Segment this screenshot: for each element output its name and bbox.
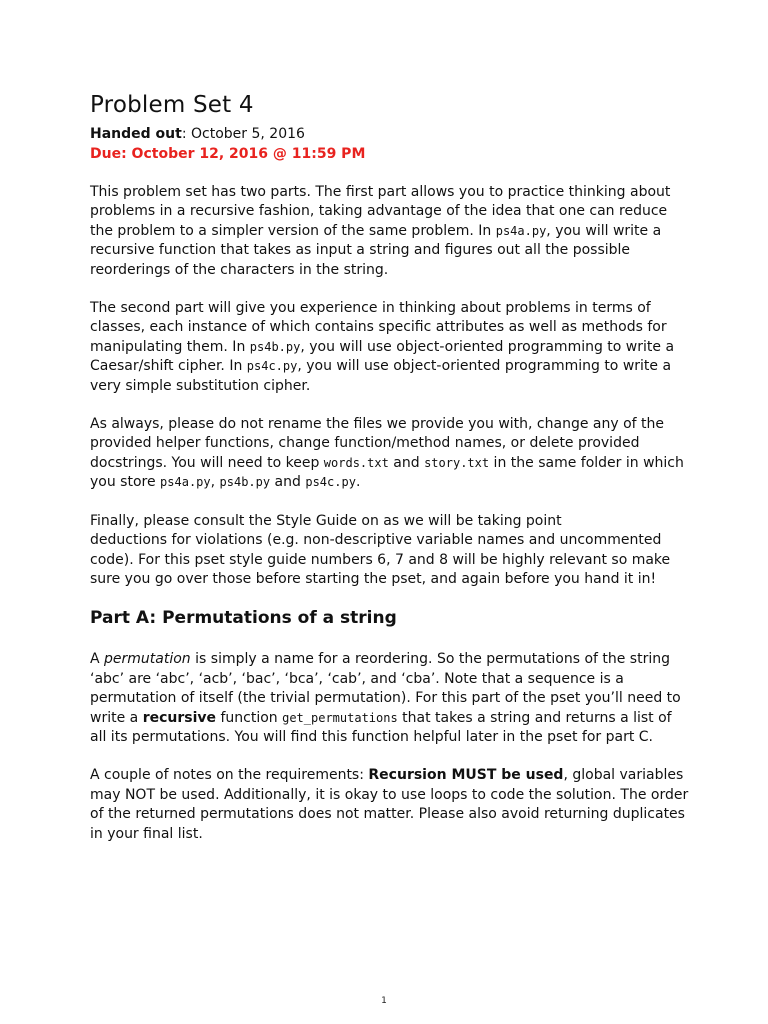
intro-paragraph <box>90 183 690 280</box>
bold-recursion-must: Recursion MUST be used <box>368 767 564 784</box>
text-run: that takes a string and returns a list of all its permutations. You will find this function helpful later in the pset for part C. <box>90 709 672 745</box>
code-ps4b: ps4b.py <box>219 475 271 490</box>
text-run: A <box>90 651 105 668</box>
files-paragraph <box>90 415 690 493</box>
emphasis-permutation: permutation <box>104 651 191 668</box>
text-run: function <box>216 709 283 726</box>
page-number: 1 <box>381 996 387 1006</box>
section-heading-part-a: Part A: Permutations of a string <box>90 608 397 629</box>
code-get-permutations: get_permutations <box>282 710 398 725</box>
text-run: Finally, please consult the Style Guide on as we will be taking point <box>90 512 562 529</box>
code-ps4a: ps4a.py <box>160 475 211 490</box>
text-run: is simply a name for a reordering. So the permutations of the string ‘abc’ are ‘abc’, ‘acb’, ‘bac’, ‘bca’, ‘cab’, and ‘cba’. Note that a sequence is a permutation of itself (the trivial permutation). For this part of the pset you’ll need to write a <box>90 651 681 726</box>
permutation-paragraph <box>90 650 690 747</box>
text-run: . <box>355 474 361 491</box>
code-words-txt: words.txt <box>323 455 389 470</box>
text-run: A couple of notes on the requirements: <box>90 767 369 784</box>
text-run: and <box>388 454 425 471</box>
page-title: Problem Set 4 <box>90 92 254 118</box>
text-run: in the same folder in which you store <box>90 454 684 491</box>
text-run: deductions for violations (e.g. non-descriptive variable names and uncommented code). For this pset style guide numbers 6, 7 and 8 will be highly relevant so make sure you go over those before starting the pset, and again before you hand it in! <box>90 532 671 587</box>
code-ps4c: ps4c.py <box>246 359 298 374</box>
text-run: , you will write a recursive function that takes as input a string and figures out all the possible reorderings of the characters in the string. <box>90 222 662 278</box>
text-run: and <box>270 474 306 491</box>
second-part-paragraph <box>90 299 690 396</box>
code-ps4c: ps4c.py <box>305 475 356 490</box>
handed-out-date: : October 5, 2016 <box>181 126 305 142</box>
text-run: , <box>210 474 220 491</box>
text-run: , you will use object-oriented programming to write a Caesar/shift cipher. In <box>90 338 675 375</box>
style-guide-paragraph <box>90 512 690 590</box>
code-ps4b: ps4b.py <box>249 339 301 354</box>
handed-out-line <box>90 124 690 144</box>
handed-out-label: Handed out <box>90 126 182 142</box>
due-date: Due: October 12, 2016 @ 11:59 PM <box>90 146 366 162</box>
text-run: This problem set has two parts. The first part allows you to practice thinking about problems in a recursive fashion, taking advantage of the idea that one can reduce the problem to a simpler version of the same problem. In <box>90 184 671 239</box>
document-page <box>90 92 690 863</box>
text-run: , global variables may NOT be used. Additionally, it is okay to use loops to code the solution. The order of the returned permutations does not matter. Please also avoid returning duplicates in your final list. <box>90 767 689 842</box>
code-story-txt: story.txt <box>424 455 490 470</box>
bold-recursive: recursive <box>142 709 217 726</box>
requirements-paragraph <box>90 766 690 844</box>
text-run: , you will use object-oriented programming to write a very simple substitution cipher. <box>90 358 672 394</box>
text-run: As always, please do not rename the files we provide you with, change any of the provided helper functions, change function/method names, or delete provided docstrings. You will need to keep <box>90 416 665 471</box>
text-run: The second part will give you experience in thinking about problems in terms of classes, each instance of which contains specific attributes as well as methods for manipulating them. In <box>90 300 667 355</box>
code-ps4a: ps4a.py <box>495 223 547 238</box>
